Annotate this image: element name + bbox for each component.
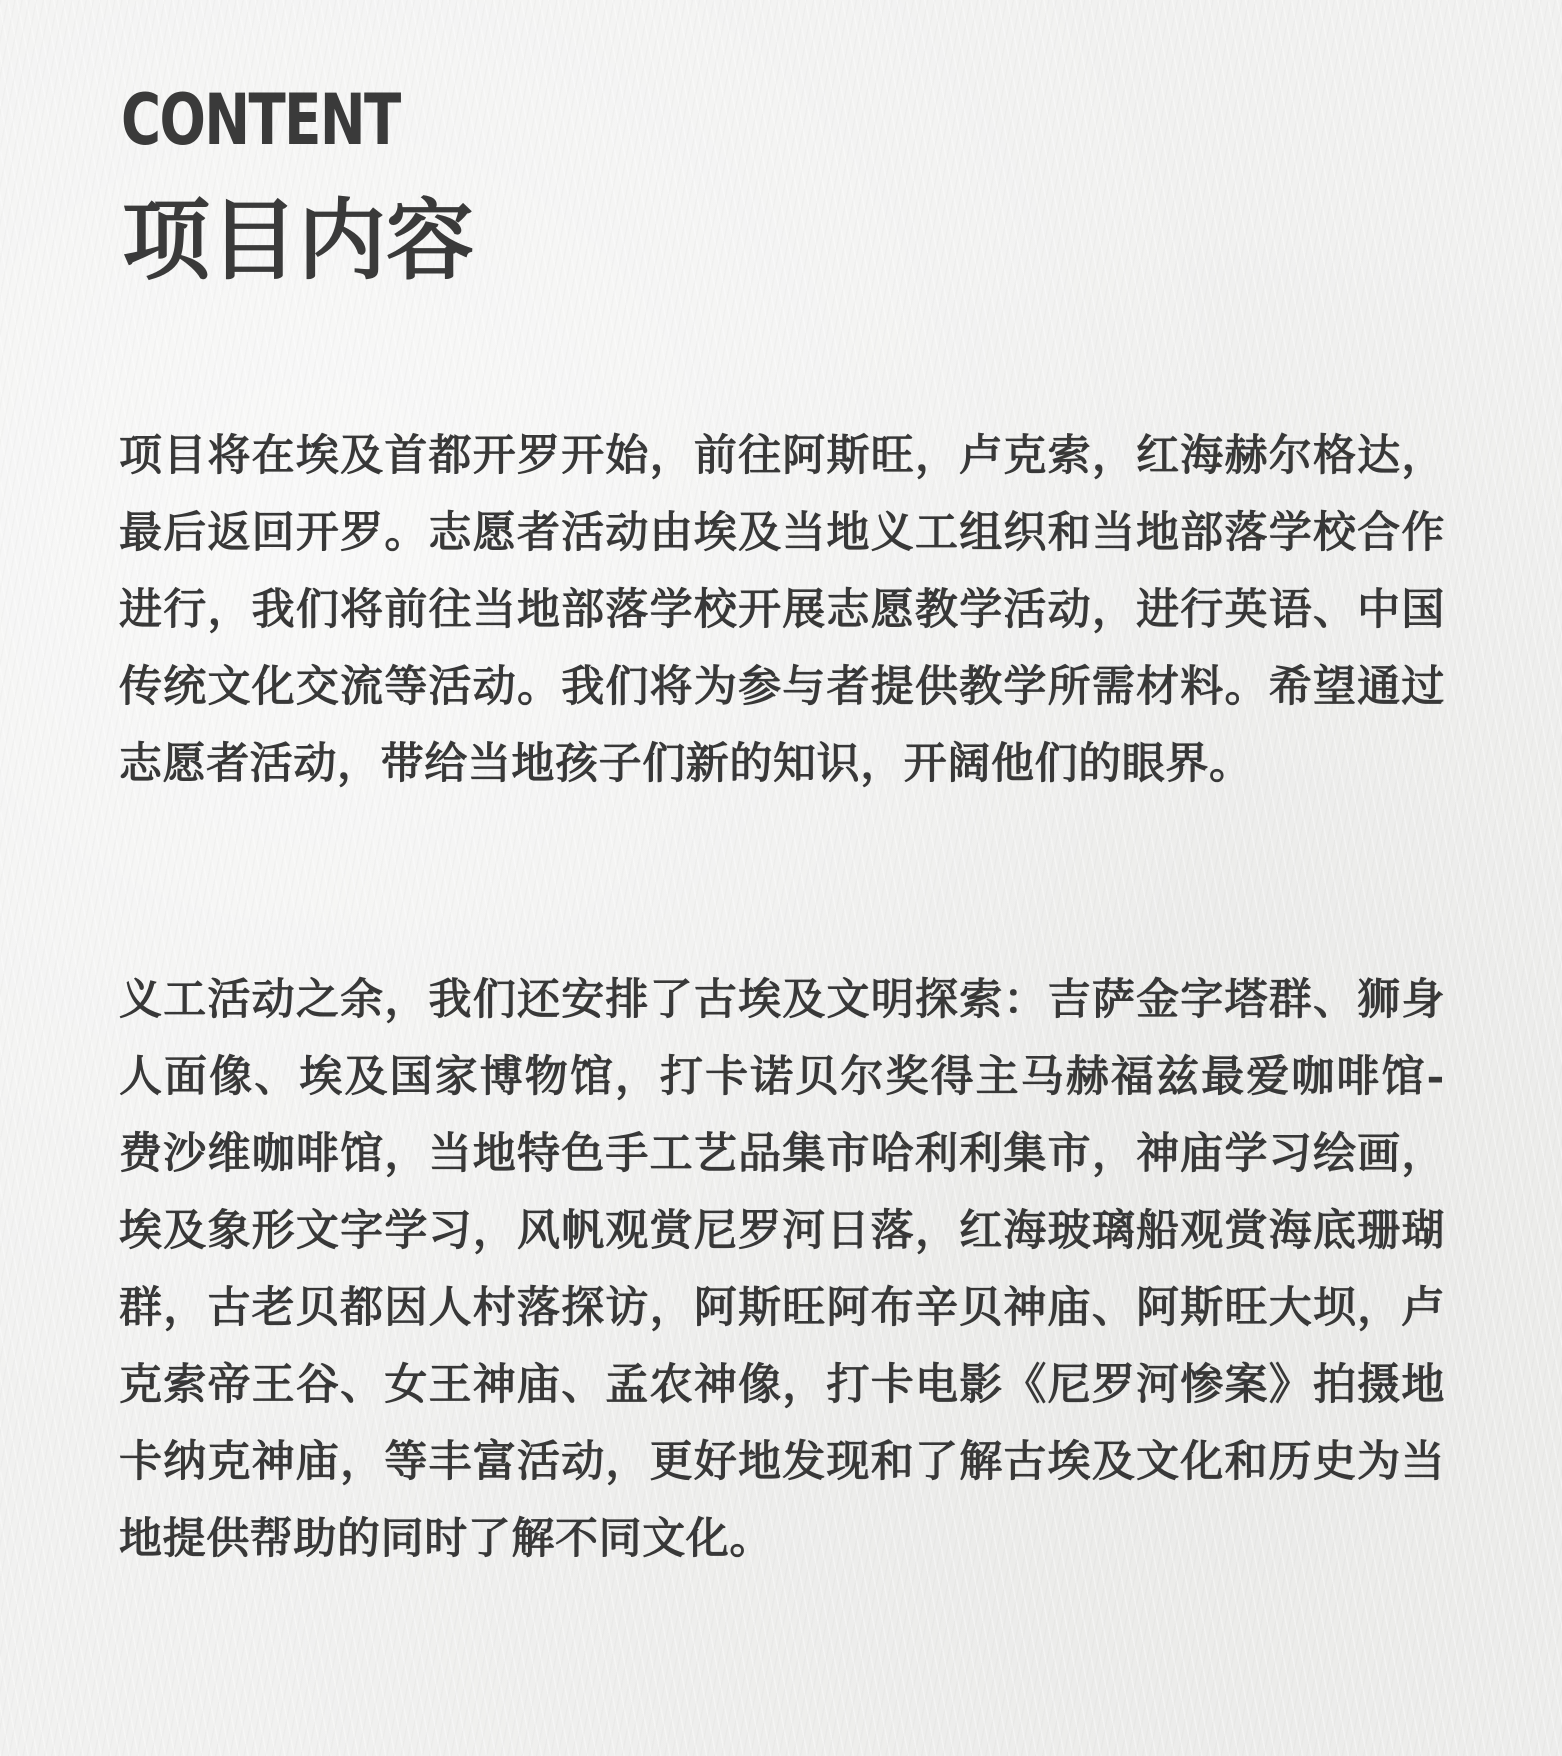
- page-title: 项目内容: [122, 188, 475, 292]
- paragraph-activities: 义工活动之余，我们还安排了古埃及文明探索：吉萨金字塔群、狮身人面像、埃及国家博物馆，打卡诺贝尔奖得主马赫福兹最爱咖啡馆-费沙维咖啡馆，当地特色手工艺品集市哈利利集市，神庙学习绘画，埃及象形文字学习，风帆观赏尼罗河日落，红海玻璃船观赏海底珊瑚群，古老贝都因人村落探访，阿斯旺阿布辛贝神庙、阿斯旺大坝，卢克索帝王谷、女王神庙、孟农神像，打卡电影《尼罗河惨案》拍摄地卡纳克神庙，等丰富活动，更好地发现和了解古埃及文化和历史为当地提供帮助的同时了解不同文化。: [119, 975, 1445, 1564]
- paragraph-project-intro: 项目将在埃及首都开罗开始，前往阿斯旺，卢克索，红海赫尔格达，最后返回开罗。志愿者活动由埃及当地义工组织和当地部落学校合作进行，我们将前往当地部落学校开展志愿教学活动，进行英语、中国传统文化交流等活动。我们将为参与者提供教学所需材料。希望通过志愿者活动，带给当地孩子们新的知识，开阔他们的眼界。: [119, 431, 1445, 789]
- section-eyebrow: CONTENT: [121, 79, 400, 161]
